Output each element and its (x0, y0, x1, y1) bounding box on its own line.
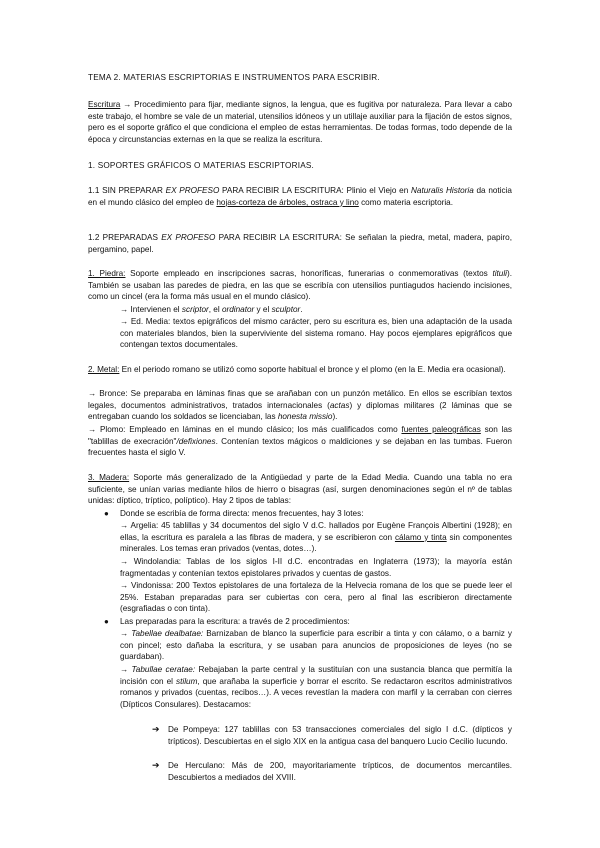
piedra-item-2: → Ed. Media: textos epigráficos del mismo carácter, pero su escritura es, bien una adaptación de la usada con materiales blandos, bien la superviviente del sistema romano. Hay pocos ejemplares epigráficos que contengan textos documentales. (120, 317, 512, 350)
madera-windolandia: → Windolandia: Tablas de los siglos I-II d.C. encontradas en Inglaterra (1973); la mayoría están fragmentadas y contenían textos epistolares privados y cuentas de gastos. (120, 557, 512, 578)
s11-text: da noticia en el mundo clásico del empleo de (88, 186, 512, 207)
ceratae-text: → (120, 665, 132, 674)
metal-paragraph (88, 364, 512, 376)
bronce-text: ). (332, 412, 338, 422)
bronce-honesta-missio: honesta missio (277, 412, 333, 422)
section-1-1 (88, 185, 512, 208)
s11-text: como materia escriptoria. (358, 197, 454, 207)
piedra-label: 1. Piedra: (88, 269, 126, 278)
arrow-right-icon: ➔ (152, 760, 160, 770)
bronce-text: → Bronce: Se preparaba en láminas finas que se arañaban con un punzón metálico. En ellos se escribían textos legales, documentos administrativos, tratados internacionales ( (88, 389, 512, 410)
madera-bullet-2: Las preparadas para la escritura: a través de 2 procedimientos: (120, 617, 350, 626)
ceratae-term: Tabullae ceratae: (131, 665, 196, 674)
intro-text: Procedimiento para fijar, mediante signos, la lengua, que es fugitiva por naturaleza. Para llevar a cabo este trabajo, el hombre se vale de un material, utensilios idóneos y un utillaje auxiliar para la fijación de estos signos, pero es el soporte gráfico el que condiciona el empleo de estas herramientas. De todas formas, todo depende de la época y circunstancias externas en la que se realiza la escritura. (88, 100, 512, 144)
plomo-text: son las "tablillas de execración" (88, 425, 513, 446)
madera-text: Soporte más generalizado de la Antigüedad y parte de la Edad Media. Cuando una tabla no era suficiente, se unían varias mediante hilos de hierro o bisagras (así, surgen denominaciones según el nº de tablas unidas: díptico, tríptico, políptico). Hay 2 tipos de tablas: (88, 473, 512, 506)
madera-vindonissa: → Vindonissa: 200 Textos epistolares de una fortaleza de la Helvecia romana de los que se puede leer el 25%. Estaban preparadas para ser cubiertas con cera, pero al final las escribieron directamente (esgrafiadas o con tinta). (120, 581, 512, 614)
argelia-text: sin componentes minerales. Los temas eran privados (ventas, dotes…). (120, 532, 512, 554)
piedra-paragraph (88, 268, 512, 303)
metal-text: En el periodo romano se utilizó como soporte habitual el bronce y el plomo (en la E. Media era ocasional). (119, 365, 506, 374)
ceratae-stilum: stilum (176, 676, 198, 686)
piedra-scriptor: scriptor (181, 305, 209, 314)
section1-heading: 1. SOPORTES GRÁFICOS O MATERIAS ESCRIPTORIAS. (88, 161, 315, 170)
plomo-text: → Plomo: Empleado en láminas en el mundo clásico; los más cualificados como (88, 425, 402, 434)
metal-bronce (88, 388, 512, 423)
s11-ex-profeso: EX PROFESO (165, 186, 220, 195)
dealbatae-term: Tabellae dealbatae: (131, 629, 204, 638)
ceratae-text: Rebajaban la parte central y la sustituían con una sustancia blanca que permitía la incisión con el (120, 665, 512, 686)
argelia-calamo-tinta: cálamo y tinta (394, 532, 447, 542)
piedra-sculptor: sculptor (271, 305, 301, 314)
section-1-2 (88, 232, 512, 255)
s12-ex-profeso: EX PROFESO (161, 233, 216, 242)
ceratae-text: , que arañaba la superficie y borrar el escrito. Se redactaron escritos administrativos romanos y privados (cuentas, recibos…). A veces revestían la madera con marfil y la cerraban con cierres (Dípticos Consulares). Destacamos: (120, 676, 512, 709)
piedra-item-text: → Intervienen el (120, 305, 182, 314)
piedra-text: ). También se usaban las paredes de piedra, en las que se escribía con utensilios puntiagudos haciendo incisiones, como un cincel (era la forma más usual en el mundo clásico). (88, 269, 513, 302)
madera-herculano: De Herculano: Más de 200, mayoritariamente trípticos, de documentos mercantiles. Descubiertos a mediados del XVIII. (168, 761, 512, 782)
intro-paragraph (88, 99, 512, 145)
piedra-item-text: . (300, 305, 303, 314)
s12-text: 1.2 PREPARADAS (88, 233, 162, 242)
dealbatae-text: → (120, 629, 132, 638)
s11-materials: hojas-corteza de árboles, ostraca y lino (216, 197, 359, 207)
madera-ceratae (120, 664, 512, 710)
s11-naturalis: Naturalis Historia (410, 186, 474, 195)
bronce-actas: actas (329, 400, 350, 410)
madera-label: 3. Madera: (88, 473, 130, 482)
dealbatae-text: Barnizaban de blanco la superficie para escribir a tinta y con cálamo, o a barniz y con pincel; esto dañaba la escritura, y se usaban para anuncios de proposiciones de leyes (no se guardaban). (120, 629, 513, 662)
document-title: TEMA 2. MATERIAS ESCRIPTORIAS E INSTRUMENTOS PARA ESCRIBIR. (88, 73, 380, 82)
metal-label: 2. Metal: (88, 365, 120, 374)
piedra-item-1 (120, 304, 512, 316)
piedra-ordinator: ordinator (221, 305, 255, 314)
piedra-item-text: , el (208, 305, 222, 314)
bronce-text: ) y diplomas militares (2 láminas que se entregaban cuando los soldados se licenciaban, las (88, 400, 512, 422)
arrow-right-icon: ➔ (152, 724, 160, 734)
s11-text: 1.1 SIN PREPARAR (88, 186, 166, 195)
plomo-text: . Contenían textos mágicos o maldiciones y se dejaban en las tumbas. Fueron frecuentes hasta el siglo V. (88, 436, 512, 458)
bullet-icon: ● (104, 617, 109, 626)
plomo-defixiones: /defixiones (176, 436, 216, 446)
s12-text: PARA RECIBIR LA ESCRITURA: Se señalan la piedra, metal, madera, papiro, pergamino, papel. (88, 233, 512, 254)
piedra-text: Soporte empleado en inscripciones sacras, honoríficas, funerarias o conmemorativas (textos (125, 269, 493, 278)
bullet-icon: ● (104, 509, 109, 518)
madera-argelia (120, 520, 512, 555)
plomo-fuentes: fuentes paleográficas (401, 425, 481, 434)
piedra-item-text: y el (254, 305, 272, 314)
metal-plomo (88, 424, 512, 459)
madera-dealbatae (120, 628, 512, 663)
argelia-text: → Argelia: 45 tablillas y 34 documentos del siglo V d.C. hallados por Eugène François Albertini (1928); en ellas, la escritura es paralela a las fibras de madera, y se escribieron con (120, 521, 512, 542)
s11-text: PARA RECIBIR LA ESCRITURA: Plinio el Viejo en (219, 186, 411, 195)
arrow-icon: → (123, 100, 132, 109)
madera-paragraph (88, 472, 512, 507)
madera-bullet-1: Donde se escribía de forma directa: menos frecuentes, hay 3 lotes: (120, 509, 364, 518)
madera-pompeya: De Pompeya: 127 tablillas con 53 transacciones comerciales del siglo I d.C. (dípticos y trípticos). Descubiertas en el siglo XIX en la antigua casa del banquero Lucio Cecilio Iucundo. (168, 725, 512, 746)
piedra-tituli: tituli (492, 269, 507, 278)
intro-term: Escritura (88, 100, 121, 109)
